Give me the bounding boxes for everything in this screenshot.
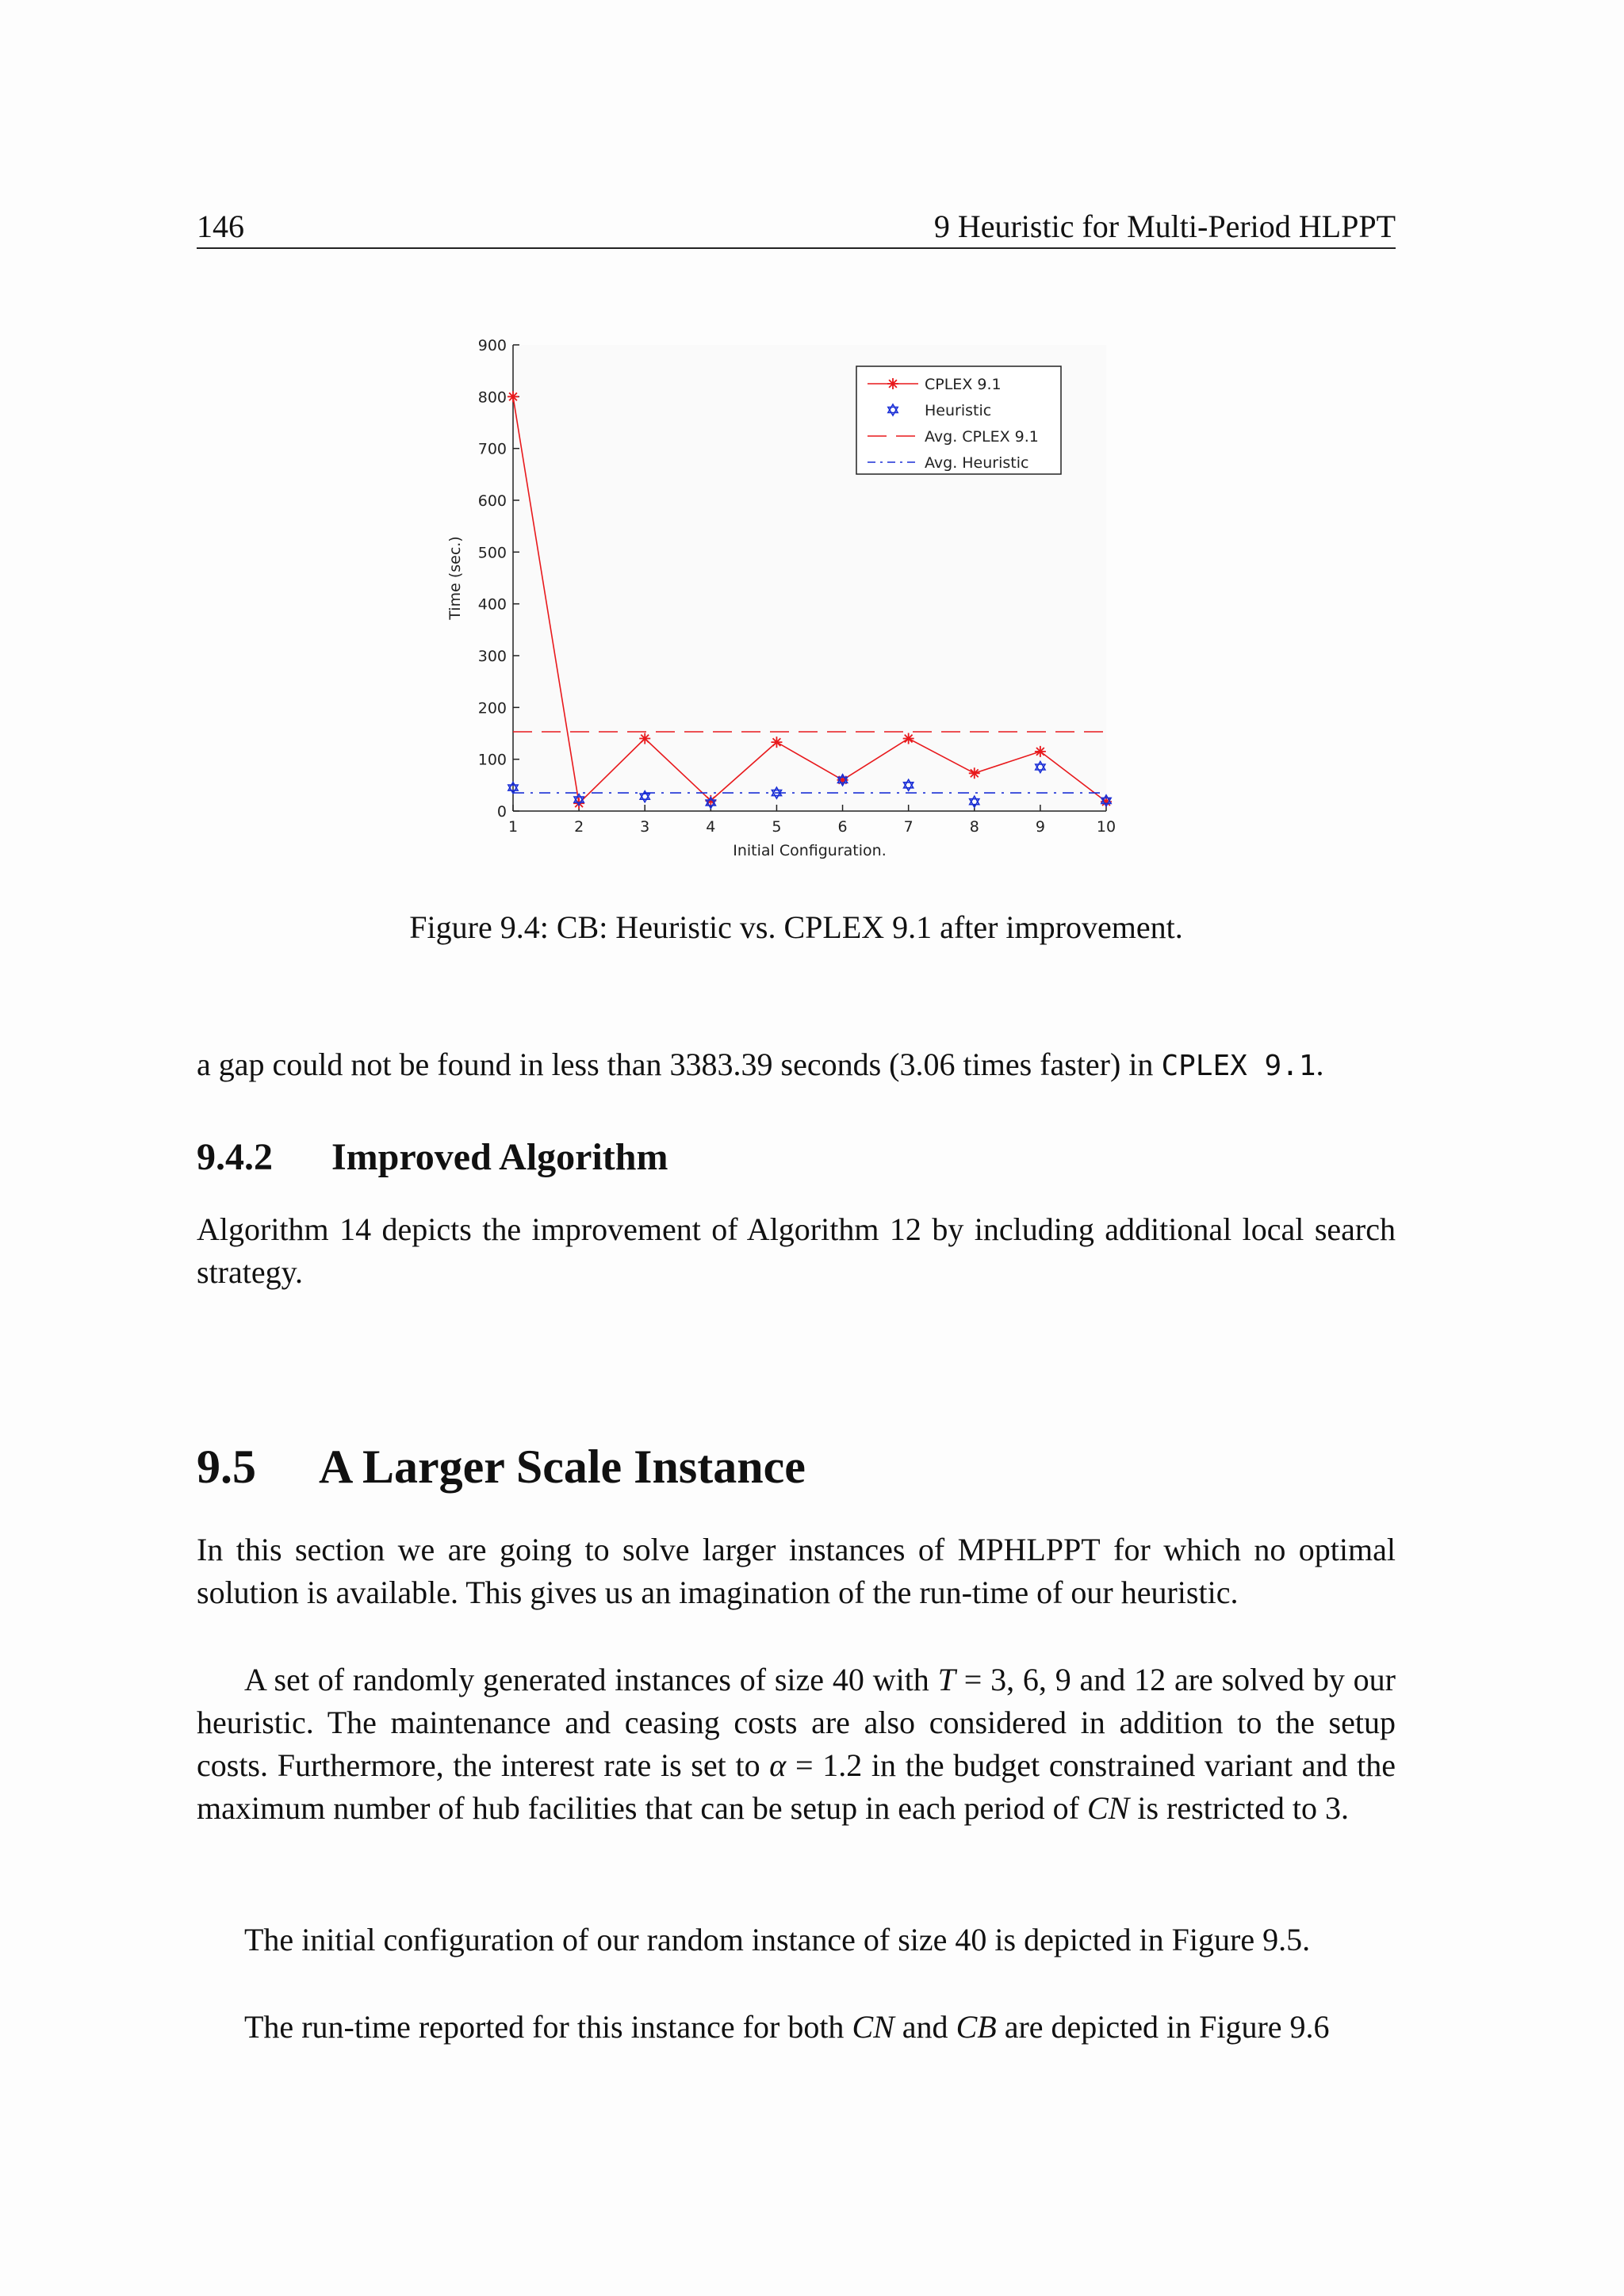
p6-CN: CN bbox=[852, 2009, 894, 2045]
x-tick-label: 9 bbox=[1035, 818, 1045, 836]
legend-label: Avg. Heuristic bbox=[925, 454, 1029, 472]
p6-CB: CB bbox=[956, 2009, 997, 2045]
x-tick-label: 5 bbox=[772, 818, 782, 836]
y-tick-label: 0 bbox=[496, 803, 507, 821]
paragraph-improved-algorithm: Algorithm 14 depicts the improvement of Algorithm 12 by including additional local search strategy. bbox=[197, 1211, 1396, 1290]
section-heading bbox=[197, 1440, 806, 1494]
y-tick-label: 100 bbox=[477, 751, 507, 769]
p4-alpha: α bbox=[769, 1747, 787, 1783]
p3-text-b: for which no optimal solution is available. This gives us an imagination of the run-time of our heuristic. bbox=[197, 1532, 1396, 1610]
subsection-title: Improved Algorithm bbox=[331, 1136, 668, 1178]
legend-marker-cplex bbox=[887, 378, 898, 389]
paragraph-initial-config: The initial configuration of our random instance of size 40 is depicted in Figure 9.5. bbox=[244, 1922, 1311, 1957]
p4-T: T bbox=[937, 1662, 956, 1697]
code-cplex: CPLEX 9.1 bbox=[1161, 1050, 1316, 1082]
p4-text-d: is restricted to 3. bbox=[1129, 1790, 1349, 1826]
legend bbox=[856, 366, 1061, 474]
legend-label: Heuristic bbox=[925, 402, 992, 419]
p6-text-c: are depicted in Figure 9.6 bbox=[996, 2009, 1330, 2045]
paragraph-gap-end: . bbox=[1316, 1047, 1324, 1082]
runtime-chart bbox=[428, 317, 1142, 872]
x-tick-label: 6 bbox=[837, 818, 848, 836]
p4-CN: CN bbox=[1087, 1790, 1130, 1826]
x-tick-label: 4 bbox=[706, 818, 716, 836]
p4-text-c: = 1.2 in the budget constrained variant and the maximum number of hub facilities that can be setup in each period of bbox=[197, 1747, 1396, 1826]
paragraph-runtime bbox=[197, 2006, 1396, 2049]
y-tick-label: 200 bbox=[477, 699, 507, 718]
paragraph-gap bbox=[197, 1043, 1396, 1088]
y-tick-label: 600 bbox=[477, 492, 507, 510]
y-tick-label: 900 bbox=[477, 337, 507, 354]
y-tick-label: 300 bbox=[477, 648, 507, 665]
x-tick-label: 3 bbox=[640, 818, 650, 836]
x-tick-label: 8 bbox=[969, 818, 979, 836]
y-tick-label: 800 bbox=[477, 388, 507, 407]
p6-text-a: The run-time reported for this instance for both bbox=[244, 2009, 852, 2045]
y-tick-label: 700 bbox=[477, 440, 507, 458]
x-tick-label: 2 bbox=[574, 818, 584, 836]
x-tick-label: 1 bbox=[508, 818, 519, 836]
legend-label: CPLEX 9.1 bbox=[925, 376, 1002, 393]
paragraph-random-instances bbox=[197, 1659, 1396, 1830]
p3-mphlppt: MPHLPPT bbox=[957, 1532, 1101, 1567]
running-title: 9 Heuristic for Multi-Period HLPPT bbox=[933, 209, 1396, 244]
figure-caption: Figure 9.4: CB: Heuristic vs. CPLEX 9.1 after improvement. bbox=[409, 909, 1183, 945]
y-axis-label: Time (sec.) bbox=[446, 536, 464, 620]
legend-label: Avg. CPLEX 9.1 bbox=[925, 428, 1039, 446]
x-axis-label: Initial Configuration. bbox=[733, 842, 887, 859]
subsection-number: 9.4.2 bbox=[197, 1136, 273, 1178]
y-tick-label: 500 bbox=[477, 544, 507, 562]
y-tick-label: 400 bbox=[477, 595, 507, 614]
p4-text-a: A set of randomly generated instances of size 40 with bbox=[244, 1662, 938, 1697]
x-tick-label: 7 bbox=[903, 818, 914, 836]
paragraph-gap-text: a gap could not be found in less than 3383.39 seconds (3.06 times faster) in bbox=[197, 1047, 1162, 1082]
section-number: 9.5 bbox=[197, 1441, 256, 1493]
p6-text-b: and bbox=[894, 2009, 956, 2045]
x-tick-label: 10 bbox=[1096, 818, 1116, 836]
paragraph-larger-instances bbox=[197, 1529, 1396, 1614]
page-header bbox=[197, 205, 1396, 249]
p3-text-a: In this section we are going to solve larger instances of bbox=[197, 1532, 958, 1567]
section-title: A Larger Scale Instance bbox=[319, 1441, 806, 1493]
subsection-heading bbox=[197, 1135, 668, 1179]
p4-text-b: = 3, 6, 9 and 12 are solved by our heuristic. The maintenance and ceasing costs are also considered in addition to the setup costs. Furthermore, the interest rate is set to bbox=[197, 1662, 1396, 1783]
page-number: 146 bbox=[197, 209, 244, 244]
